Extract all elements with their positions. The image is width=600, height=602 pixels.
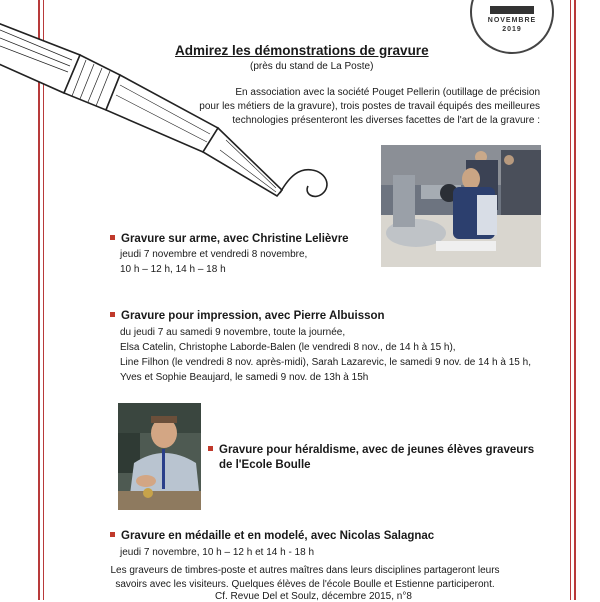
intro-line: technologies présenteront les diverses facettes de l'art de la gravure : (232, 115, 540, 126)
section-line: jeudi 7 novembre, 10 h – 12 h et 14 h - 18 h (120, 547, 315, 558)
intro-line: pour les métiers de la gravure), trois postes de travail équipés des meilleures (199, 101, 540, 112)
footer-reference: Cf. Revue Del et Soulz, décembre 2015, n°8 (215, 591, 412, 602)
section-title-medaille (110, 530, 434, 542)
section-title-text: Gravure pour impression, avec Pierre Albuisson (121, 310, 385, 322)
frame-line-right-inner (570, 0, 571, 600)
section-body-arme (120, 247, 307, 277)
stamp-month: NOVEMBRE (487, 17, 537, 24)
page-title: Admirez les démonstrations de gravure (175, 43, 429, 58)
section-body-impression (120, 325, 531, 385)
page-subtitle: (près du stand de La Poste) (250, 61, 374, 72)
section-title-text: Gravure en médaille et en modelé, avec Nicolas Salagnac (121, 530, 435, 542)
photo-young-engraver (118, 403, 201, 510)
stamp-bar (490, 6, 534, 14)
section-title-arme (110, 233, 349, 245)
engraver-microscope-image (381, 145, 541, 267)
section-line: du jeudi 7 au samedi 9 novembre, toute la journée, (120, 327, 346, 338)
bullet-icon (208, 446, 213, 451)
intro-line: En association avec la société Pouget Pellerin (outillage de précision (235, 87, 540, 98)
section-title-heraldisme (208, 444, 534, 456)
frame-line-right (574, 0, 576, 600)
section-title-impression (110, 310, 385, 322)
stamp-year: 2019 (502, 26, 522, 33)
section-body-medaille (120, 545, 314, 560)
section-title-heraldisme-line2 (219, 459, 311, 471)
section-line: Elsa Catelin, Christophe Laborde-Balen (le vendredi 8 nov., de 14 h à 15 h), (120, 342, 456, 353)
section-line: Line Filhon (le vendredi 8 nov. après-midi), Sarah Lazarevic, le samedi 9 nov. de 14 h à 15 h, (120, 357, 531, 368)
bullet-icon (110, 235, 115, 240)
date-stamp (470, 0, 554, 54)
section-title-text: Gravure pour héraldisme, avec de jeunes élèves graveurs (219, 444, 535, 456)
section-line: 10 h – 12 h, 14 h – 18 h (120, 264, 226, 275)
photo-engraver-microscope (381, 145, 541, 267)
footer-paragraph (100, 564, 510, 592)
section-line: jeudi 7 novembre et vendredi 8 novembre, (120, 249, 308, 260)
section-line: Yves et Sophie Beaujard, le samedi 9 nov. de 13h à 15h (120, 372, 369, 383)
footer-line: Les graveurs de timbres-poste et autres maîtres dans leurs disciplines partageront leurs (110, 565, 500, 576)
section-title-text: de l'Ecole Boulle (219, 459, 311, 471)
intro-paragraph (150, 86, 540, 128)
young-engraver-image (118, 403, 201, 510)
bullet-icon (110, 532, 115, 537)
stamp-text (472, 16, 552, 34)
footer-line: savoirs avec les visiteurs. Quelques élèves de l'école Boulle et Estienne participeront. (115, 579, 495, 590)
section-title-text: Gravure sur arme, avec Christine Lelièvre (121, 233, 349, 245)
bullet-icon (110, 312, 115, 317)
